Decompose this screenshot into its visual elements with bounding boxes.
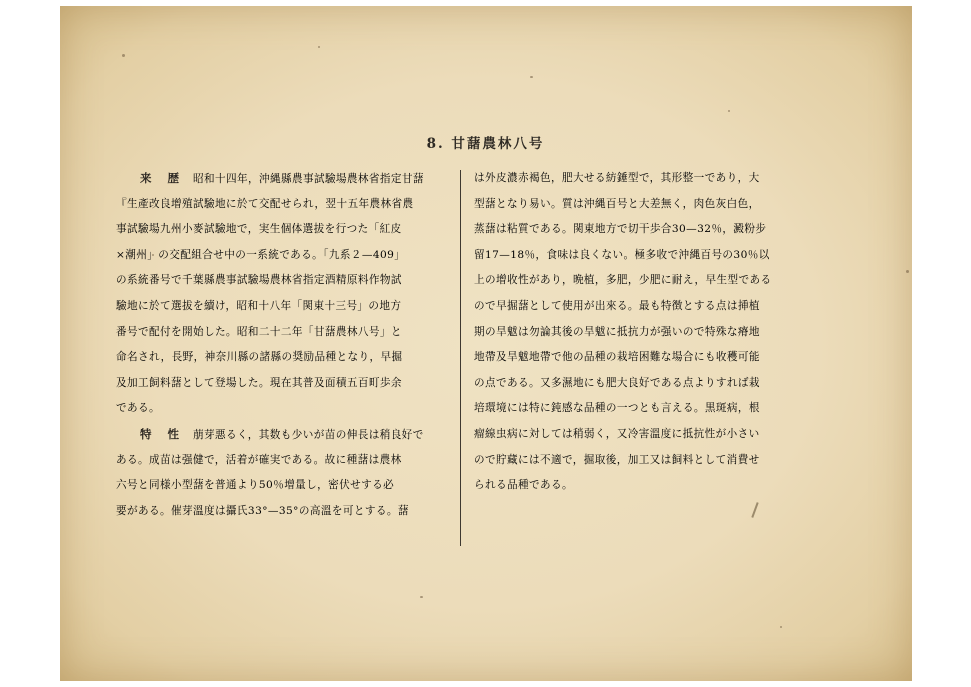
right-column (474, 166, 804, 499)
text-line: 驗地に於て選拔を續け，昭和十八年「関東十三号」の地方 (116, 299, 402, 312)
text-line: 型藷となり易い。質は沖縄百号と大差無く，肉色灰白色， (474, 197, 760, 210)
text-line: 上の增收性があり，晩植，多肥，少肥に耐え，早生型である (474, 274, 772, 287)
history-heading: 来 歴 (140, 171, 186, 185)
text-line: 事試驗場九州小麥試驗地で，実生個体選拔を行つた「紅皮 (116, 223, 402, 236)
page-title: 8. 甘藷農林八号 (426, 136, 545, 152)
text-line: ×潮州」の交配組合せ中の一系統である。「九系２—409」 (116, 248, 406, 261)
paper-speck (728, 110, 730, 112)
text-line: ある。成苗は强健で，活着が確実である。故に種藷は農林 (116, 453, 402, 466)
text-line: ので早掘藷として使用が出來る。最も特徴とする点は挿植 (474, 299, 760, 312)
history-text: 昭和十四年，沖縄縣農事試驗場農林省指定甘藷 (193, 173, 424, 185)
text-line: の点である。又多濕地にも肥大良好である点よりすれば栽 (474, 376, 760, 389)
paper-speck (122, 54, 125, 57)
text-line: 蒸藷は粘質である。関東地方で切干歩合30—32％，澱粉步 (474, 223, 767, 236)
text-line: 要がある。催芽溫度は攝氏33°—35°の高溫を可とする。藷 (116, 504, 409, 517)
traits-heading: 特 性 (140, 426, 186, 441)
text-line: 番号で配付を開始した。昭和二十二年「甘藷農林八号」と (116, 325, 402, 338)
left-column (116, 166, 456, 524)
text-line: の系統番号で千葉縣農事試驗場農林省指定酒精原料作物試 (116, 274, 402, 287)
traits-first-line (116, 422, 456, 448)
text-line: 及加工飼料藷として登場した。現在其普及面積五百町歩余 (116, 376, 402, 389)
paper-speck (906, 270, 909, 273)
paper-speck (318, 46, 320, 48)
text-line: ので貯藏には不適で，掘取後，加工又は飼料として消費せ (474, 453, 760, 466)
paper-speck (780, 626, 782, 628)
column-divider (460, 170, 461, 546)
text-line: 培環境には特に鈍感な品種の一つとも言える。黒斑病，根 (474, 402, 760, 415)
text-line: である。 (116, 402, 160, 415)
text-line: 『生產改良增殖試驗地に於て交配せられ，翌十五年農林省農 (116, 197, 414, 210)
paper-speck (530, 76, 533, 78)
text-line: 期の旱魃は勿論其後の旱魃に抵抗力が强いので特殊な瘠地 (474, 325, 760, 338)
text-line: 六号と同様小型藷を普通より50％增量し，密伏せする必 (116, 479, 395, 492)
text-line: 瘤線虫病に対しては稍弱く，又冷害溫度に抵抗性が小さい (474, 427, 760, 440)
text-line: 命名され，長野，神奈川縣の諸縣の奨励品種となり，早掘 (116, 351, 403, 364)
text-line: られる品種である。 (474, 479, 573, 492)
text-line: は外皮濃赤褐色，肥大せる紡錘型で，其形整一であり，大 (474, 172, 760, 184)
history-first-line (116, 166, 456, 192)
text-line: 地帶及旱魃地帶で他の品種の栽培困難な場合にも收穫可能 (474, 351, 760, 364)
paper-speck (420, 596, 423, 598)
traits-text: 萠芽悪るく，其数も少いが苗の伸長は稍良好で (193, 428, 424, 441)
text-line: 留17—18％，食味は良くない。極多收で沖縄百号の30％以 (474, 248, 770, 261)
pencil-mark (751, 502, 758, 518)
